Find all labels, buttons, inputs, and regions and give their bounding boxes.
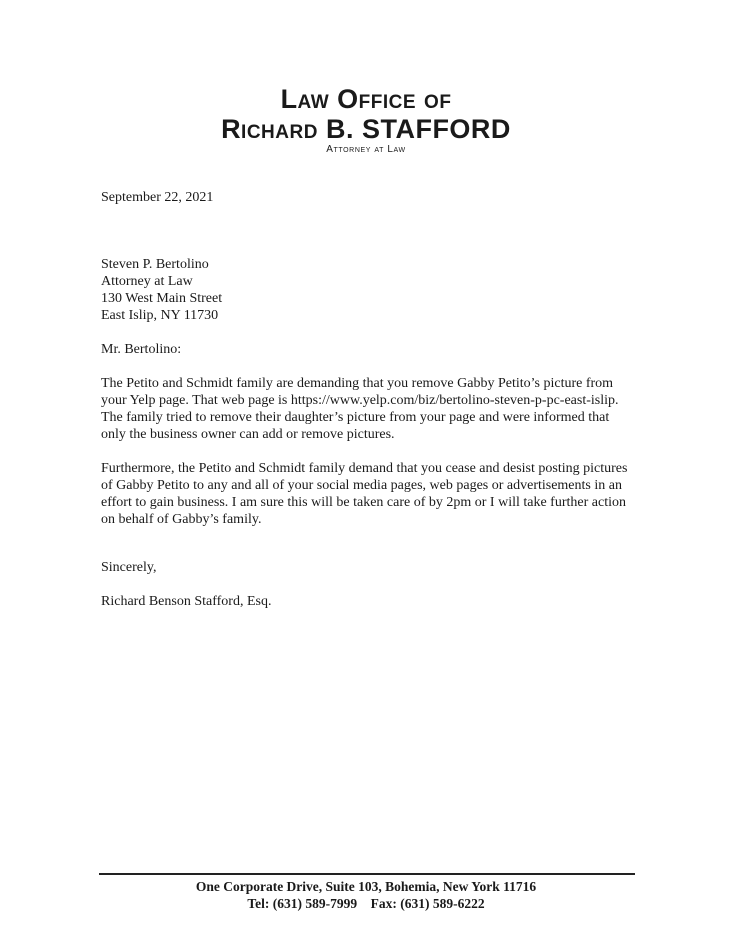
- footer-phones: Tel: (631) 589-7999 Fax: (631) 589-6222: [247, 896, 485, 911]
- firm-name-line-1-text: Law Office of: [280, 84, 452, 114]
- footer: [0, 878, 732, 912]
- firm-name-line-2: [0, 114, 732, 144]
- firm-title-text: Attorney at Law: [326, 144, 406, 155]
- recipient-address: [101, 256, 636, 324]
- salutation: Mr. Bertolino:: [101, 342, 182, 357]
- firm-title: [0, 144, 732, 156]
- recipient-title: Attorney at Law: [101, 274, 193, 289]
- paragraph-2: Furthermore, the Petito and Schmidt family demand that you cease and desist posting pictures of Gabby Petito to any and all of your social media pages, web pages or advertisements in an effort to gain business. I am sure this will be taken care of by 2pm or I will take further action on behalf of Gabby’s family.: [101, 461, 628, 527]
- closing: Sincerely,: [101, 560, 157, 575]
- recipient-city-state-zip: East Islip, NY 11730: [101, 308, 219, 323]
- paragraph-1: The Petito and Schmidt family are demanding that you remove Gabby Petito’s picture from your Yelp page. That web page is https://www.yelp.com/biz/bertolino-steven-p-pc-east-islip. The family tried to remove their daughter’s picture from your page and were informed that only the business owner can add or remove pictures.: [101, 376, 619, 442]
- footer-divider: [99, 873, 635, 875]
- letterhead: [0, 84, 732, 156]
- signature: Richard Benson Stafford, Esq.: [101, 594, 272, 609]
- letter-date: September 22, 2021: [101, 190, 214, 205]
- recipient-street: 130 West Main Street: [101, 291, 223, 306]
- firm-name-line-2-text: Richard B. STAFFORD: [221, 114, 511, 144]
- firm-name-line-1: [0, 84, 732, 114]
- recipient-name: Steven P. Bertolino: [101, 257, 209, 272]
- footer-address: One Corporate Drive, Suite 103, Bohemia, New York 11716: [195, 879, 537, 894]
